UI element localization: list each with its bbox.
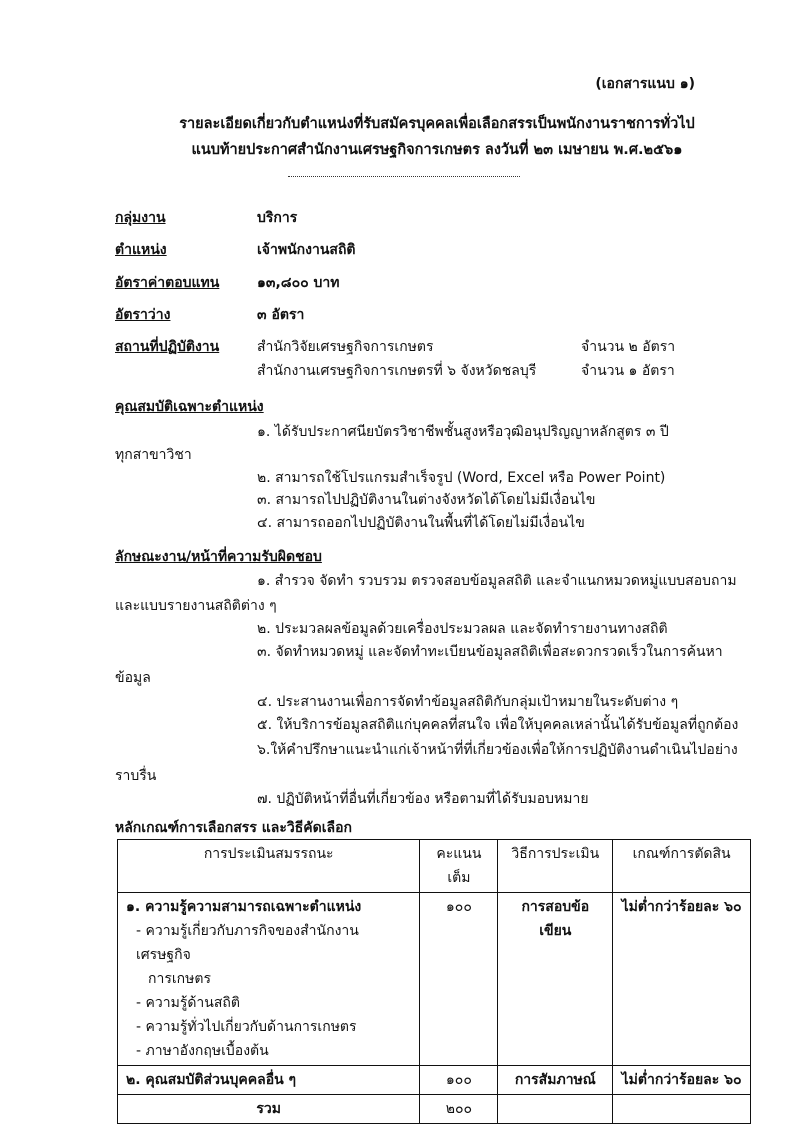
competency-title: ๑. ความรู้ความสามารถเฉพาะตำแหน่ง — [126, 899, 362, 915]
location-name: สำนักวิจัยเศรษฐกิจการเกษตร — [257, 339, 434, 355]
empty-cell — [498, 1095, 613, 1124]
pass-cell: ไม่ต่ำกว่าร้อยละ ๖๐ — [613, 893, 751, 1066]
total-score: ๒๐๐ — [420, 1095, 498, 1124]
duty-item: ๖.ให้คำปรึกษาแนะนำแก่เจ้าหน้าที่ที่เกี่ยวข้องเพื่อให้การปฏิบัติงานดำเนินไปอย่าง — [257, 742, 738, 758]
table-total-row — [118, 1095, 751, 1124]
qualification-item: ๓. สามารถไปปฏิบัติงานในต่างจังหวัดได้โดยไม่มีเงื่อนไข — [257, 492, 596, 508]
competency-cell: ๒. คุณสมบัติส่วนบุคคลอื่น ๆ — [118, 1066, 420, 1095]
qualification-item: ๔. สามารถออกไปปฏิบัติงานในพื้นที่ได้โดยไม่มีเงื่อนไข — [257, 515, 585, 531]
location-count: จำนวน ๑ อัตรา — [581, 363, 675, 379]
qualification-item: ๑. ได้รับประกาศนียบัตรวิชาชีพชั้นสูงหรือวุฒิอนุปริญญาหลักสูตร ๓ ปี — [257, 424, 669, 440]
location-label: สถานที่ปฏิบัติงาน — [115, 339, 220, 355]
duty-item: ๕. ให้บริการข้อมูลสถิติแก่บุคคลที่สนใจ เพื่อให้บุคคลเหล่านั้นได้รับข้อมูลที่ถูกต้อง — [257, 717, 739, 733]
header-pass-criteria: เกณฑ์การตัดสิน — [613, 840, 751, 893]
qualifications-heading: คุณสมบัติเฉพาะตำแหน่ง — [115, 399, 264, 415]
criteria-heading: หลักเกณฑ์การเลือกสรร และวิธีคัดเลือก — [115, 820, 352, 836]
header-full-score: คะแนนเต็ม — [420, 840, 498, 893]
competency-sub: การเกษตร — [148, 971, 211, 987]
duty-item: ๗. ปฏิบัติหน้าที่อื่นที่เกี่ยวข้อง หรือตามที่ได้รับมอบหมาย — [257, 791, 589, 807]
qualification-item-wrap: ทุกสาขาวิชา — [115, 447, 192, 463]
qualification-item: ๒. สามารถใช้โปรแกรมสำเร็จรูป (Word, Excel หรือ Power Point) — [257, 470, 666, 486]
competency-sub: - ความรู้ทั่วไปเกี่ยวกับด้านการเกษตร — [136, 1019, 357, 1035]
empty-cell — [613, 1095, 751, 1124]
competency-sub: - ความรู้ด้านสถิติ — [136, 995, 240, 1011]
score-cell: ๑๐๐ — [420, 1066, 498, 1095]
header-competency: การประเมินสมรรถนะ — [118, 840, 420, 893]
method-cell: การสอบข้อเขียน — [498, 893, 613, 1066]
duty-item-wrap: ข้อมูล — [115, 670, 151, 686]
method-cell: การสัมภาษณ์ — [498, 1066, 613, 1095]
attachment-label: (เอกสารแนบ ๑) — [595, 76, 695, 92]
location-name: สำนักงานเศรษฐกิจการเกษตรที่ ๖ จังหวัดชลบุรี — [257, 363, 537, 379]
table-header-row — [118, 840, 751, 893]
duty-item-wrap: และแบบรายงานสถิติต่าง ๆ — [115, 598, 277, 614]
position-value: เจ้าพนักงานสถิติ — [257, 242, 356, 258]
duty-item: ๒. ประมวลผลข้อมูลด้วยเครื่องประมวลผล และจัดทำรายงานทางสถิติ — [257, 621, 668, 637]
duty-item: ๓. จัดทำหมวดหมู่ และจัดทำทะเบียนข้อมูลสถิติเพื่อสะดวกรวดเร็วในการค้นหา — [257, 644, 723, 660]
salary-value: ๑๓,๘๐๐ บาท — [257, 275, 340, 291]
competency-sub: - ความรู้เกี่ยวกับภารกิจของสำนักงานเศรษฐกิจ — [136, 923, 359, 963]
table-row — [118, 893, 751, 1066]
header-method: วิธีการประเมิน — [498, 840, 613, 893]
duty-item-wrap: ราบรื่น — [115, 768, 157, 784]
competency-sub: - ภาษาอังกฤษเบื้องต้น — [136, 1043, 269, 1059]
position-label: ตำแหน่ง — [115, 242, 167, 258]
title-line-2: แนบท้ายประกาศสำนักงานเศรษฐกิจการเกษตร ลงวันที่ ๒๓ เมษายน พ.ศ.๒๕๖๑ — [191, 142, 683, 158]
total-label: รวม — [118, 1095, 420, 1124]
duties-heading: ลักษณะงาน/หน้าที่ความรับผิดชอบ — [115, 549, 322, 565]
criteria-table — [117, 839, 751, 1124]
pass-cell: ไม่ต่ำกว่าร้อยละ ๖๐ — [613, 1066, 751, 1095]
duty-item: ๔. ประสานงานเพื่อการจัดทำข้อมูลสถิติกับกลุ่มเป้าหมายในระดับต่าง ๆ — [257, 694, 679, 710]
title-line-1: รายละเอียดเกี่ยวกับตำแหน่งที่รับสมัครบุคคลเพื่อเลือกสรรเป็นพนักงานราชการทั่วไป — [179, 116, 695, 132]
group-value: บริการ — [257, 210, 298, 226]
vacancy-label: อัตราว่าง — [115, 307, 171, 323]
group-label: กลุ่มงาน — [115, 210, 166, 226]
table-row — [118, 1066, 751, 1095]
divider — [288, 176, 520, 177]
duty-item: ๑. สำรวจ จัดทำ รวบรวม ตรวจสอบข้อมูลสถิติ และจำแนกหมวดหมู่แบบสอบถาม — [257, 573, 737, 589]
salary-label: อัตราค่าตอบแทน — [115, 275, 220, 291]
vacancy-value: ๓ อัตรา — [257, 307, 305, 323]
competency-cell — [118, 893, 420, 1066]
score-cell: ๑๐๐ — [420, 893, 498, 1066]
location-count: จำนวน ๒ อัตรา — [581, 339, 676, 355]
